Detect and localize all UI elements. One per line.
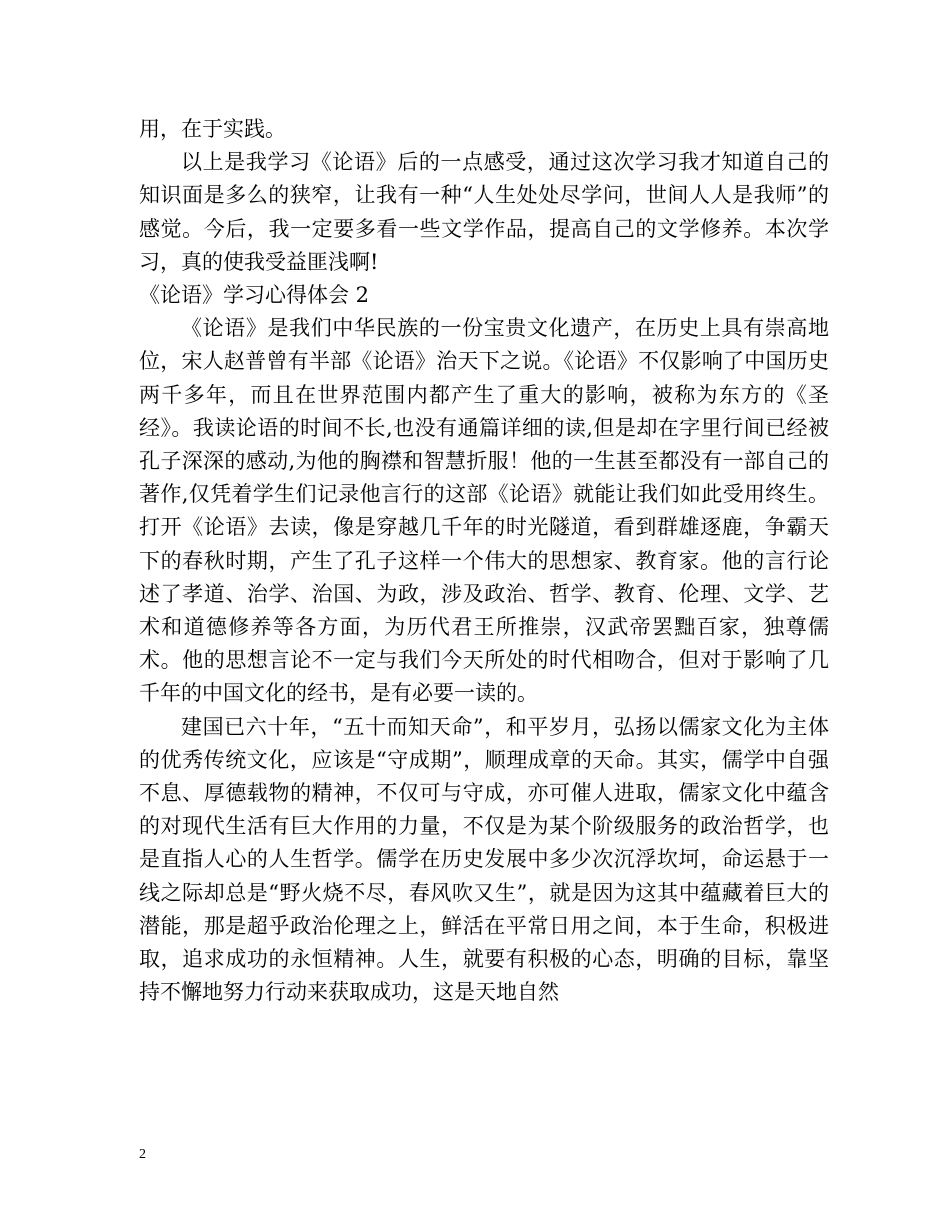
- section-title: 《论语》学习心得体会 2: [139, 283, 370, 308]
- paragraph-conclusion: 以上是我学习《论语》后的一点感受，通过这次学习我才知道自己的知识面是多么的狭窄，让我有一种“人生处处尽学问，世间人人是我师”的感觉。今后，我一定要多看一些文学作品，提高自己的文学修养。本次学习，真的使我受益匪浅啊!: [139, 150, 829, 274]
- paragraph-lunyu-intro: 《论语》是我们中华民族的一份宝贵文化遗产，在历史上具有崇高地位，宋人赵普曾有半部《论语》治天下之说。《论语》不仅影响了中国历史两千多年，而且在世界范围内都产生了重大的影响，被称为东方的《圣经》。我读论语的时间不长,也没有通篇详细的读,但是却在字里行间已经被孔子深深的感动,为他的胸襟和智慧折服！他的一生甚至都没有一部自己的著作,仅凭着学生们记录他言行的这部《论语》就能让我们如此受用终生。 打开《论语》去读，像是穿越几千年的时光隧道，看到群雄逐鹿，争霸天下的春秋时期，产生了孔子这样一个伟大的思想家、教育家。他的言行论述了孝道、治学、治国、为政，涉及政治、哲学、教育、伦理、文学、艺术和道德修养等各方面，为历代君王所推崇，汉武帝罢黜百家，独尊儒术。他的思想言论不一定与我们今天所处的时代相吻合，但对于影响了几千年的中国文化的经书，是有必要一读的。: [139, 316, 829, 706]
- paragraph-lunyu-modern: 建国已六十年，“五十而知天命”，和平岁月，弘扬以儒家文化为主体的优秀传统文化，应该是“守成期”，顺理成章的天命。其实，儒学中自强不息、厚德载物的精神，不仅可与守成，亦可催人进取，儒家文化中蕴含的对现代生活有巨大作用的力量，不仅是为某个阶级服务的政治哲学，也是直指人心的人生哲学。儒学在历史发展中多少次沉浮坎坷，命运悬于一线之际却总是“野火烧不尽，春风吹又生”，就是因为这其中蕴藏着巨大的潜能，那是超乎政治伦理之上，鲜活在平常日用之间，本于生命，积极进取，追求成功的永恒精神。人生，就要有积极的心态，明确的目标，靠坚持不懈地努力行动来获取成功，这是天地自然: [139, 714, 829, 1005]
- paragraph-continuation: 用，在于实践。: [139, 117, 286, 141]
- document-body: [139, 113, 829, 1009]
- page-number: 2: [139, 1147, 146, 1162]
